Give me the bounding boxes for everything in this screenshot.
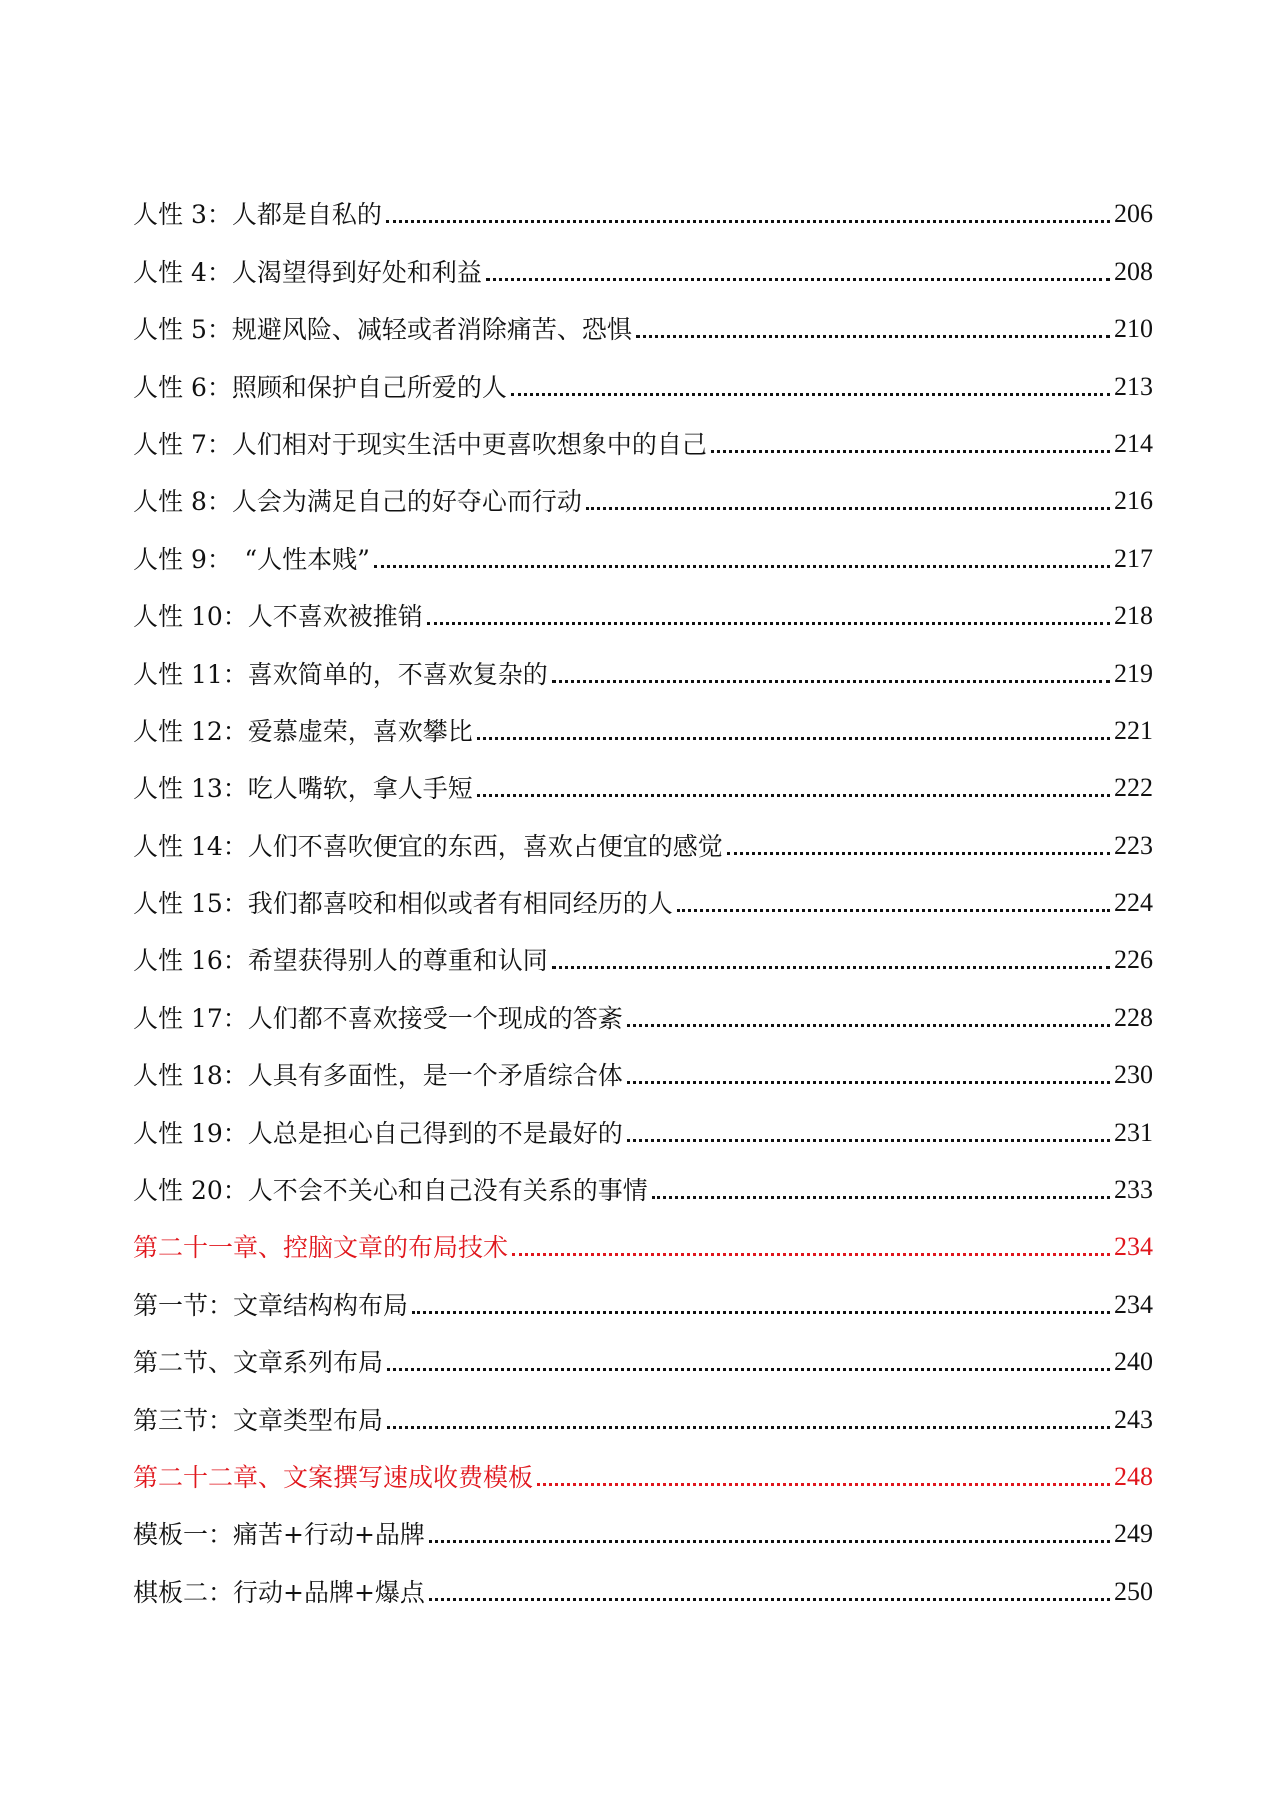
toc-page-number: 233 — [1114, 1175, 1153, 1205]
toc-page-number: 240 — [1114, 1347, 1153, 1377]
toc-dot-leader — [636, 335, 1110, 338]
toc-entry-title: 人性 13：吃人嘴软，拿人手短 — [133, 774, 473, 804]
toc-entry-title: 人性 6：照顾和保护自己所爱的人 — [133, 372, 507, 402]
toc-dot-leader — [477, 737, 1110, 740]
toc-page-number: 230 — [1114, 1060, 1153, 1090]
toc-dot-leader — [429, 1540, 1110, 1543]
toc-dot-leader — [412, 1311, 1110, 1314]
toc-entry-title: 第二十一章、控脑文章的布局技术 — [133, 1233, 509, 1263]
toc-section-entry[interactable] — [133, 1096, 1153, 1153]
toc-dot-leader — [387, 1426, 1110, 1429]
toc-entry-title: 人性 5：规避风险、减轻或者消除痛苦、恐惧 — [133, 315, 632, 345]
toc-dot-leader — [511, 393, 1110, 396]
toc-section-entry[interactable] — [133, 695, 1153, 752]
toc-entry-title: 第一节：文章结构构布局 — [133, 1290, 409, 1320]
toc-section-entry[interactable] — [133, 178, 1153, 235]
toc-dot-leader — [486, 278, 1110, 281]
toc-page-number: 221 — [1114, 715, 1153, 745]
toc-dot-leader — [627, 1139, 1110, 1142]
toc-page-number: 226 — [1114, 945, 1153, 975]
toc-dot-leader — [711, 450, 1110, 453]
toc-dot-leader — [429, 1598, 1110, 1601]
toc-page-number: 218 — [1114, 601, 1153, 631]
toc-entry-title: 人性 8：人会为满足自己的好夺心而行动 — [133, 487, 582, 517]
toc-entry-title: 第三节：文章类型布局 — [133, 1405, 384, 1435]
toc-entry-title: 人性 20：人不会不关心和自己没有关系的事情 — [133, 1176, 648, 1206]
toc-entry-title: 第二十二章、文案撰写速成收费模板 — [133, 1462, 534, 1492]
toc-page-number: 217 — [1114, 543, 1153, 573]
toc-section-entry[interactable] — [133, 293, 1153, 350]
toc-entry-title: 棋板二：行动+品牌+爆点 — [133, 1577, 425, 1607]
toc-section-entry[interactable] — [133, 809, 1153, 866]
toc-section-entry[interactable] — [133, 867, 1153, 924]
toc-dot-leader — [552, 680, 1110, 683]
toc-section-entry[interactable] — [133, 1039, 1153, 1096]
toc-entry-title: 人性 14：人们不喜吹便宜的东西，喜欢占便宜的感觉 — [133, 831, 723, 861]
toc-page-number: 248 — [1114, 1461, 1153, 1491]
toc-page-number: 231 — [1114, 1117, 1153, 1147]
toc-page-number: 214 — [1114, 428, 1153, 458]
toc-dot-leader — [386, 220, 1110, 223]
toc-entry-title: 人性 9： “人性本贱” — [133, 544, 370, 574]
toc-page-number: 234 — [1114, 1232, 1153, 1262]
toc-dot-leader — [677, 909, 1110, 912]
toc-section-entry[interactable] — [133, 1268, 1153, 1325]
toc-entry-title: 模板一：痛苦+行动+品牌 — [133, 1520, 425, 1550]
toc-section-entry[interactable] — [133, 235, 1153, 292]
toc-chapter-entry[interactable] — [133, 1441, 1153, 1498]
toc-section-entry[interactable] — [133, 580, 1153, 637]
toc-dot-leader — [387, 1368, 1110, 1371]
toc-page-number: 250 — [1114, 1576, 1153, 1606]
toc-page-number: 223 — [1114, 830, 1153, 860]
toc-page-number: 224 — [1114, 888, 1153, 918]
toc-entry-title: 人性 3：人都是自私的 — [133, 200, 382, 230]
toc-entry-title: 人性 19：人总是担心自己得到的不是最好的 — [133, 1118, 623, 1148]
toc-dot-leader — [427, 622, 1110, 625]
toc-page-number: 228 — [1114, 1002, 1153, 1032]
toc-section-entry[interactable] — [133, 350, 1153, 407]
toc-dot-leader — [374, 565, 1110, 568]
toc-entry-title: 人性 17：人们都不喜欢接受一个现成的答紊 — [133, 1003, 623, 1033]
toc-section-entry[interactable] — [133, 1154, 1153, 1211]
toc-page-number: 249 — [1114, 1519, 1153, 1549]
toc-chapter-entry[interactable] — [133, 1211, 1153, 1268]
toc-section-entry[interactable] — [133, 1383, 1153, 1440]
toc-page-number: 222 — [1114, 773, 1153, 803]
toc-page-number: 234 — [1114, 1289, 1153, 1319]
toc-page-number: 213 — [1114, 371, 1153, 401]
toc-section-entry[interactable] — [133, 637, 1153, 694]
toc-dot-leader — [537, 1483, 1110, 1486]
toc-dot-leader — [512, 1253, 1110, 1256]
toc-dot-leader — [627, 1024, 1110, 1027]
toc-section-entry[interactable] — [133, 981, 1153, 1038]
toc-dot-leader — [552, 966, 1110, 969]
toc-dot-leader — [586, 507, 1110, 510]
toc-entry-title: 人性 7：人们相对于现实生活中更喜吹想象中的自己 — [133, 429, 707, 459]
toc-page-number: 206 — [1114, 199, 1153, 229]
toc-entry-title: 人性 10：人不喜欢被推销 — [133, 602, 423, 632]
toc-entry-title: 人性 16：希望获得别人的尊重和认同 — [133, 946, 548, 976]
toc-section-entry[interactable] — [133, 924, 1153, 981]
toc-section-entry[interactable] — [133, 1326, 1153, 1383]
toc-entry-title: 人性 11：喜欢简单的，不喜欢复杂的 — [133, 659, 548, 689]
toc-section-entry[interactable] — [133, 1555, 1153, 1612]
toc-section-entry[interactable] — [133, 752, 1153, 809]
toc-section-entry[interactable] — [133, 522, 1153, 579]
toc-section-entry[interactable] — [133, 465, 1153, 522]
toc-section-entry[interactable] — [133, 1498, 1153, 1555]
toc-dot-leader — [652, 1196, 1110, 1199]
toc-page-number: 219 — [1114, 658, 1153, 688]
toc-page-number: 208 — [1114, 256, 1153, 286]
toc-page-number: 243 — [1114, 1404, 1153, 1434]
toc-dot-leader — [627, 1081, 1110, 1084]
toc-entry-title: 第二节、文章系列布局 — [133, 1348, 384, 1378]
toc-dot-leader — [477, 794, 1110, 797]
toc-entry-title: 人性 15：我们都喜咬和相似或者有相同经历的人 — [133, 889, 673, 919]
toc-section-entry[interactable] — [133, 408, 1153, 465]
table-of-contents — [133, 178, 1153, 1613]
toc-entry-title: 人性 18：人具有多面性，是一个矛盾综合体 — [133, 1061, 623, 1091]
toc-entry-title: 人性 4：人渴望得到好处和利益 — [133, 257, 482, 287]
toc-page-number: 216 — [1114, 486, 1153, 516]
toc-entry-title: 人性 12：爱慕虚荣，喜欢攀比 — [133, 716, 473, 746]
toc-dot-leader — [727, 852, 1110, 855]
toc-page-number: 210 — [1114, 314, 1153, 344]
